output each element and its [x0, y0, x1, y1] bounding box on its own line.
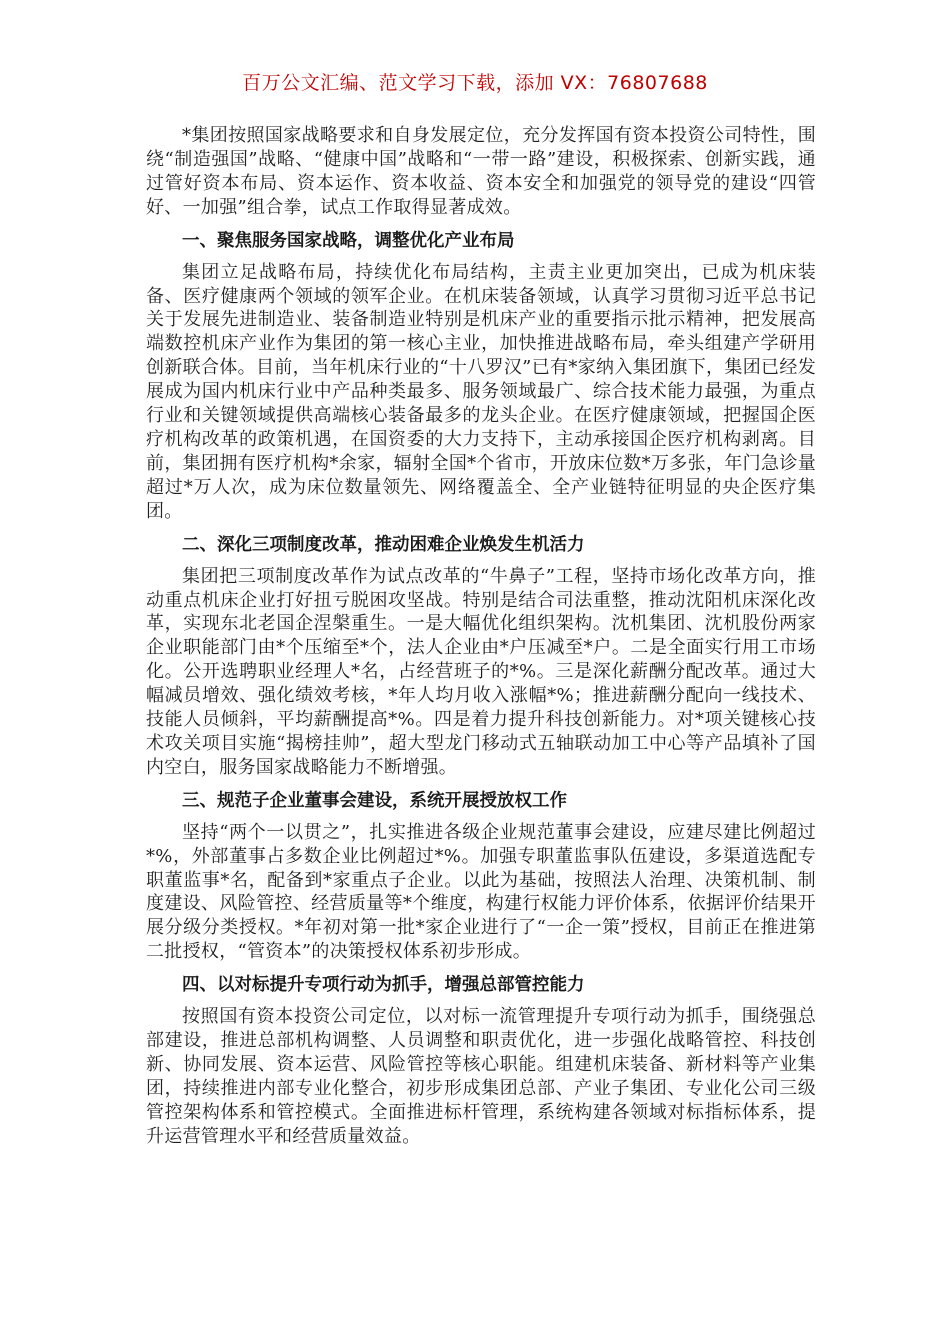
- section-1-paragraph: 集团立足战略布局，持续优化布局结构，主责主业更加突出，已成为机床装备、医疗健康两个领域的领军企业。在机床装备领域，认真学习贯彻习近平总书记关于发展先进制造业、装备制造业特别是机床产业的重要指示批示精神，把发展高端数控机床产业作为集团的第一核心主业，加快推进战略布局，牵头组建产学研用创新联合体。目前，当年机床行业的“十八罗汉”已有*家纳入集团旗下，集团已经发展成为国内机床行业中产品种类最多、服务领域最广、综合技术能力最强，为重点行业和关键领域提供高端核心装备最多的龙头企业。在医疗健康领域，把握国企医疗机构改革的政策机遇，在国资委的大力支持下，主动承接国企医疗机构剥离。目前，集团拥有医疗机构*余家，辐射全国*个省市，开放床位数*万多张，年门急诊量超过*万人次，成为床位数量领先、网络覆盖全、全产业链特征明显的央企医疗集团。: [146, 261, 816, 522]
- section-3-heading: 三、规范子企业董事会建设，系统开展授放权工作: [182, 790, 567, 811]
- promo-banner: 百万公文汇编、范文学习下载，添加 VX：76807688: [242, 72, 708, 94]
- document-body: [146, 124, 816, 1149]
- section-2-paragraph: 集团把三项制度改革作为试点改革的“牛鼻子”工程，坚持市场化改革方向，推动重点机床企业打好扭亏脱困攻坚战。特别是结合司法重整，推动沈阳机床深化改革，实现东北老国企涅槃重生。一是大幅优化组织架构。沈机集团、沈机股份两家企业职能部门由*个压缩至*个，法人企业由*户压减至*户。二是全面实行用工市场化。公开选聘职业经理人*名，占经营班子的*%。三是深化薪酬分配改革。通过大幅减员增效、强化绩效考核，*年人均月收入涨幅*%；推进薪酬分配向一线技术、技能人员倾斜，平均薪酬提高*%。四是着力提升科技创新能力。对*项关键核心技术攻关项目实施“揭榜挂帅”，超大型龙门移动式五轴联动加工中心等产品填补了国内空白，服务国家战略能力不断增强。: [146, 565, 816, 778]
- section-4-paragraph: 按照国有资本投资公司定位，以对标一流管理提升专项行动为抓手，围绕强总部建设，推进总部机构调整、人员调整和职责优化，进一步强化战略管控、科技创新、协同发展、资本运营、风险管控等核心职能。组建机床装备、新材料等产业集团，持续推进内部专业化整合，初步形成集团总部、产业子集团、专业化公司三级管控架构体系和管控模式。全面推进标杆管理，系统构建各领域对标指标体系，提升运营管理水平和经营质量效益。: [146, 1006, 816, 1147]
- section-3-paragraph: 坚持“两个一以贯之”，扎实推进各级企业规范董事会建设，应建尽建比例超过*%，外部董事占多数企业比例超过*%。加强专职董监事队伍建设，多渠道选配专职董监事*名，配备到*家重点子企业。以此为基础，按照法人治理、决策机制、制度建设、风险管控、经营质量等*个维度，构建行权能力评价体系，依据评价结果开展分级分类授权。*年初对第一批*家企业进行了“一企一策”授权，目前正在推进第二批授权，“管资本”的决策授权体系初步形成。: [146, 821, 816, 963]
- section-4-heading: 四、以对标提升专项行动为抓手，增强总部管控能力: [182, 975, 585, 996]
- section-1-heading: 一、聚焦服务国家战略，调整优化产业布局: [182, 230, 515, 251]
- intro-paragraph: *集团按照国家战略要求和自身发展定位，充分发挥国有资本投资公司特性，围绕“制造强国”战略、“健康中国”战略和“一带一路”建设，积极探索、创新实践，通过管好资本布局、资本运作、资本收益、资本安全和加强党的领导党的建设“四管好、一加强”组合拳，试点工作取得显著成效。: [146, 125, 816, 218]
- section-2-heading: 二、深化三项制度改革，推动困难企业焕发生机活力: [182, 534, 585, 555]
